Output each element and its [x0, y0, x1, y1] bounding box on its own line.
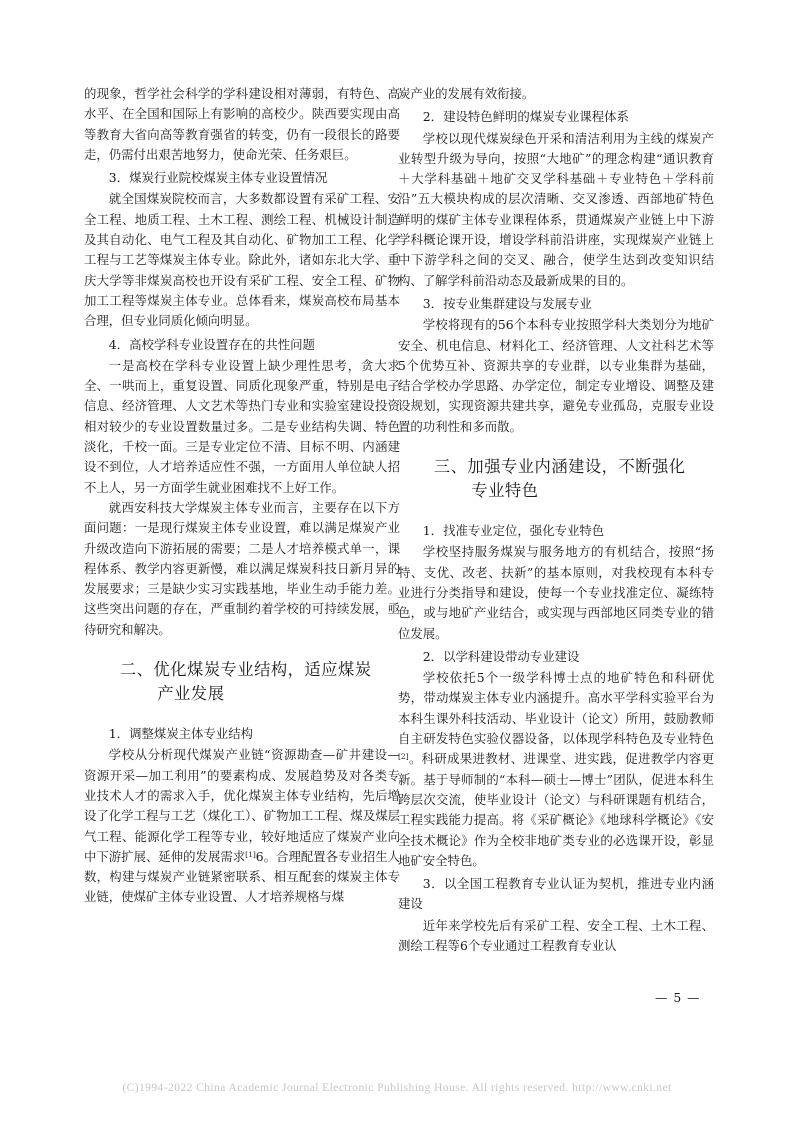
- paragraph-text: 6。合理配置各专业招生人数，构建与煤炭产业链紧密联系、相互配套的煤炭主体专业链，使煤矿主体专业设置、人才培养规格与煤: [84, 848, 400, 905]
- left-column: [84, 84, 400, 908]
- paragraph: 炭产业的发展有效衔接。: [398, 86, 535, 101]
- subsection-heading: 3．以全国工程教育专业认证为契机，推进专业内涵建设: [398, 876, 714, 912]
- section-heading-line: 产业发展: [157, 684, 225, 704]
- subsection-heading: 1．调整煤炭主体专业结构: [108, 726, 253, 742]
- paragraph: 学校坚持服务煤炭与服务地方的有机结合，按照“扬特、支优、改老、扶新”的基本原则，对我校现有本科专业进行分类指导和建设，使每一个专业找准定位、凝练特色，或与地矿产业结合，或实现与西部地区同类专业的错位发展。: [398, 544, 714, 641]
- subsection-heading: 4．高校学科专业设置存在的共性问题: [108, 336, 315, 352]
- paragraph-text: 学校依托5个一级学科博士点的地矿特色和科研优势，带动煤炭主体专业内涵提升。高水平学科实验平台为本科生课外科技活动、毕业设计（论文）所用，鼓励教师自主研发特色实验仪器设备，以体现学科特色及专业特色: [398, 670, 714, 747]
- section-heading: [84, 658, 400, 706]
- paragraph: 的现象，哲学社会科学的学科建设相对薄弱，有特色、高水平、在全国和国际上有影响的高校少。陕西要实现由高等教育大省向高等教育强省的转变，仍有一段很长的路要走，仍需付出艰苦地努力，使命光荣、任务艰巨。: [84, 86, 400, 162]
- paragraph: 一是高校在学科专业设置上缺少理性思考，贪大求全、一哄而上，重复设置、同质化现象严重，特别是电子信息、经济管理、人文艺术等热门专业和实验室建设投资相对较少的专业设置数量过多。二是专业结构失调、特色淡化，千校一面。三是专业定位不清、目标不明、内涵建设不到位，人才培养适应性不强，一方面用人单位缺人招不上人，另一方面学生就业困难找不上好工作。: [84, 357, 400, 495]
- section-heading: [398, 455, 714, 503]
- citation: [1]: [245, 849, 256, 859]
- section-heading-line: 三、加强专业内涵建设，不断强化: [433, 457, 686, 477]
- paragraph: 就西安科技大学煤炭主体专业而言，主要存在以下方面问题：一是现行煤炭主体专业设置，难以满足煤炭产业升级改造向下游拓展的需要；二是人才培养模式单一，课程体系、教学内容更新慢，难以满足煤炭科技日新月异的发展要求；三是缺少实习实践基地，毕业生动手能力差。这些突出问题的存在，严重制约着学校的可持续发展，亟待研究和解决。: [84, 499, 400, 637]
- section-heading-line: 专业特色: [471, 481, 539, 501]
- subsection-heading: 3．煤炭行业院校煤炭主体专业设置情况: [108, 170, 328, 186]
- paragraph: 学校将现有的56个本科专业按照学科大类划分为地矿安全、机电信息、材料化工、经济管理、人文社科艺术等5个优势互补、资源共享的专业群，以专业集群为基础，结合学校办学思路、办学定位，制定专业增设、调整及建设规划，实现资源共建共享，避免专业孤岛，克服专业设置的功利性和多而散。: [398, 317, 714, 434]
- subsection-heading: 1．找准专业定位，强化专业特色: [422, 523, 605, 539]
- citation: [2]: [398, 752, 409, 762]
- subsection-heading: 3．按专业集群建设与发展专业: [422, 295, 592, 311]
- paragraph: [398, 668, 714, 871]
- section-heading-line: 二、优化煤炭专业结构，适应煤炭: [119, 660, 372, 680]
- copyright-footer: (C)1994-2022 China Academic Journal Electronic Publishing House. All rights reserved. http://www.cnki.net: [122, 1081, 672, 1094]
- subsection-heading: 2．以学科建设带动专业建设: [422, 648, 580, 664]
- paragraph: 学校以现代煤炭绿色开采和清洁利用为主线的煤炭产业转型升级为导向，按照“大地矿”的理念构建“通识教育＋大学科基础＋地矿交叉学科基础＋专业特色＋学科前沿”五大模块构成的层次清晰、交叉渗透、西部地矿特色鲜明的煤矿主体专业课程体系，贯通煤炭产业链上中下游学科概论课开设，增设学科前沿讲座，实现煤炭产业链上中下游学科之间的交叉、融合，使学生达到改变知识结构、了解学科前沿动态及最新成果的目的。: [398, 130, 714, 288]
- paragraph: 就全国煤炭院校而言，大多数都设置有采矿工程、安全工程、地质工程、土木工程、测绘工程、机械设计制造及其自动化、电气工程及其自动化、矿物加工工程、化学工程与工艺等煤炭主体专业。除此外，诸如东北大学、重庆大学等非煤炭高校也开设有采矿工程、安全工程、矿物加工工程等煤炭主体专业。总体看来，煤炭高校布局基本合理，但专业同质化倾向明显。: [84, 191, 400, 329]
- paragraph-text: 。科研成果进教材、进课堂、进实践，促进教学内容更新。基于导师制的“本科—硕士—博士”团队，促进本科生跨层次交流，使毕业设计（论文）与科研课题有机结合，工程实践能力提高。将《采矿概论》《地球科学概论》《安全技术概论》作为全校非地矿类专业的必选课开设，彰显地矿安全特色。: [398, 751, 714, 868]
- page-number: — 5 —: [655, 990, 701, 1005]
- paragraph: 近年来学校先后有采矿工程、安全工程、土木工程、测绘工程等6个专业通过工程教育专业认: [398, 917, 714, 953]
- paragraph-text: 学校从分析现代煤炭产业链“资源勘查—矿井建设—资源开采—加工利用”的要素构成、发展趋势及对各类专业技术人才的需求入手，优化煤炭主体专业结构，先后增设了化学工程与工艺（煤化工）、矿物加工工程、煤及煤层气工程、能源化学工程等专业，较好地适应了煤炭产业向中下游扩展、延伸的发展需求: [84, 747, 400, 864]
- paragraph: [84, 745, 400, 907]
- right-column: [398, 84, 714, 956]
- subsection-heading: 2．建设特色鲜明的煤炭专业课程体系: [422, 109, 629, 125]
